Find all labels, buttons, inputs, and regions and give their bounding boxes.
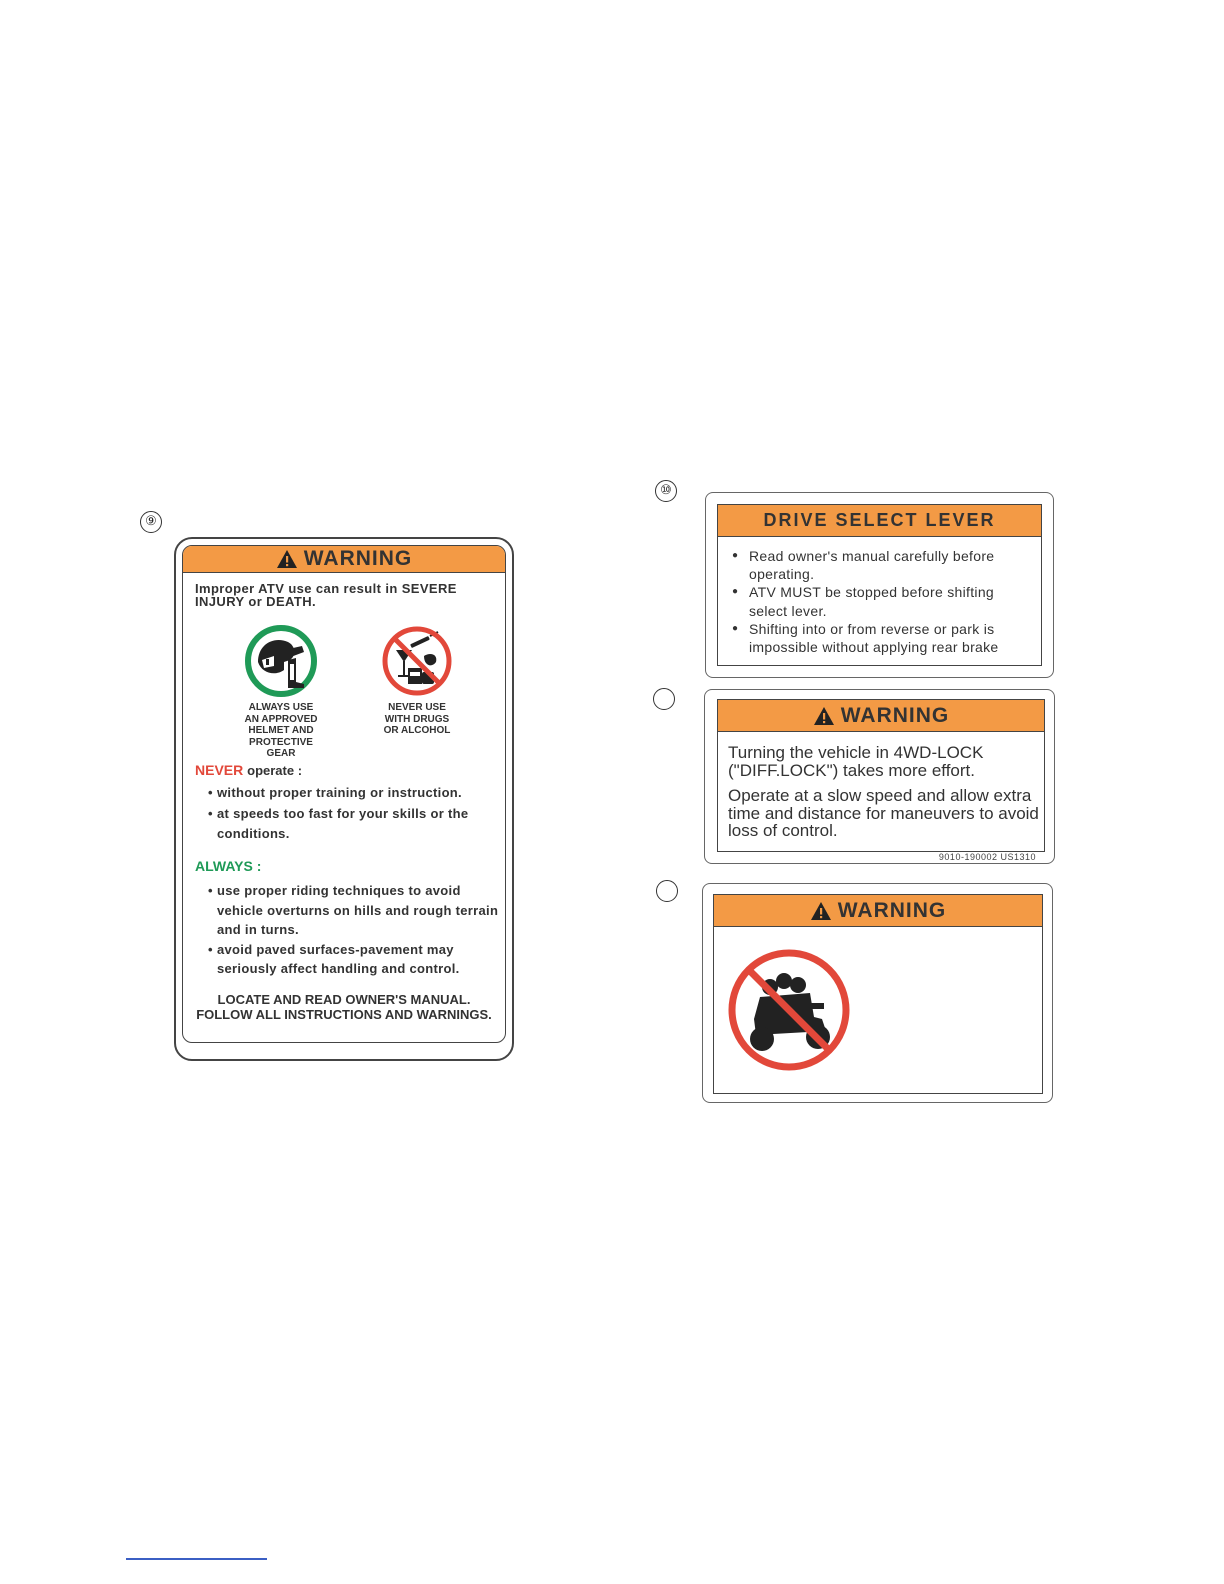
always-heading [195, 858, 261, 874]
warning-triangle-icon [276, 549, 298, 569]
never-item: • without proper training or instruction. [205, 783, 505, 804]
no-passengers-icon [726, 947, 852, 1073]
drive-select-list [732, 547, 1032, 656]
footnote-rule [126, 1558, 267, 1560]
never-rest: operate : [247, 763, 303, 778]
label-header: DRIVE SELECT LEVER [718, 505, 1041, 537]
never-heading [195, 762, 302, 778]
label-header-text: WARNING [303, 547, 413, 570]
warning-label-improper-use [174, 537, 514, 1061]
warning-triangle-icon [813, 706, 835, 726]
no-drugs-alcohol-icon [380, 624, 454, 698]
label-header-text: WARNING [840, 703, 950, 727]
label-intro-text: Improper ATV use can result in SEVERE INJURY or DEATH. [195, 581, 457, 609]
label-header [718, 700, 1044, 732]
diff-lock-paragraph: Turning the vehicle in 4WD-LOCK ("DIFF.LOCK") takes more effort. [728, 743, 984, 780]
never-item: • at speeds too fast for your skills or the conditions. [205, 804, 505, 845]
label-inner-frame [717, 699, 1045, 852]
part-code: 9010-190002 US1310 [938, 852, 1036, 862]
no-drugs-pictogram [357, 624, 477, 737]
no-drugs-caption: NEVER USE WITH DRUGS OR ALCOHOL [383, 702, 451, 736]
label-inner-frame [713, 894, 1043, 1094]
warning-triangle-icon [810, 901, 832, 921]
always-list [205, 881, 505, 979]
marker-label-11 [653, 688, 675, 710]
diff-lock-paragraph: Operate at a slow speed and allow extra time and distance for maneuvers to avoid loss of control. [728, 786, 1039, 840]
no-passengers-warning-label [702, 883, 1053, 1103]
diff-lock-warning-label [704, 689, 1055, 864]
drive-select-item: ● Read owner's manual carefully before operating. [732, 547, 1032, 583]
diff-lock-text [728, 744, 1046, 848]
label-header [183, 546, 505, 573]
never-list [205, 783, 505, 845]
label-header-text: WARNING [837, 898, 947, 922]
drive-select-item: ● Shifting into or from reverse or park is impossible without applying rear brake [732, 620, 1032, 656]
never-word: NEVER [195, 762, 244, 778]
helmet-caption: ALWAYS USE AN APPROVED HELMET AND PROTECTIVE GEAR [244, 702, 318, 759]
always-item: • use proper riding techniques to avoid vehicle overturns on hills and rough terrain and in turns. [205, 881, 505, 940]
marker-label-10: ⑩ [655, 480, 677, 502]
label-header [714, 895, 1042, 927]
label-footer: LOCATE AND READ OWNER'S MANUAL. FOLLOW ALL INSTRUCTIONS AND WARNINGS. [196, 992, 492, 1022]
helmet-gear-pictogram [221, 624, 341, 760]
always-item: • avoid paved surfaces-pavement may seriously affect handling and control. [205, 940, 505, 979]
drive-select-lever-label [705, 492, 1054, 678]
helmet-gear-icon [244, 624, 318, 698]
marker-label-12 [656, 880, 678, 902]
label-inner-frame [717, 504, 1042, 666]
marker-label-9: ⑨ [140, 511, 162, 533]
always-word: ALWAYS : [195, 858, 262, 874]
label-inner-frame [182, 545, 506, 1043]
drive-select-item: ● ATV MUST be stopped before shifting select lever. [732, 583, 1032, 619]
